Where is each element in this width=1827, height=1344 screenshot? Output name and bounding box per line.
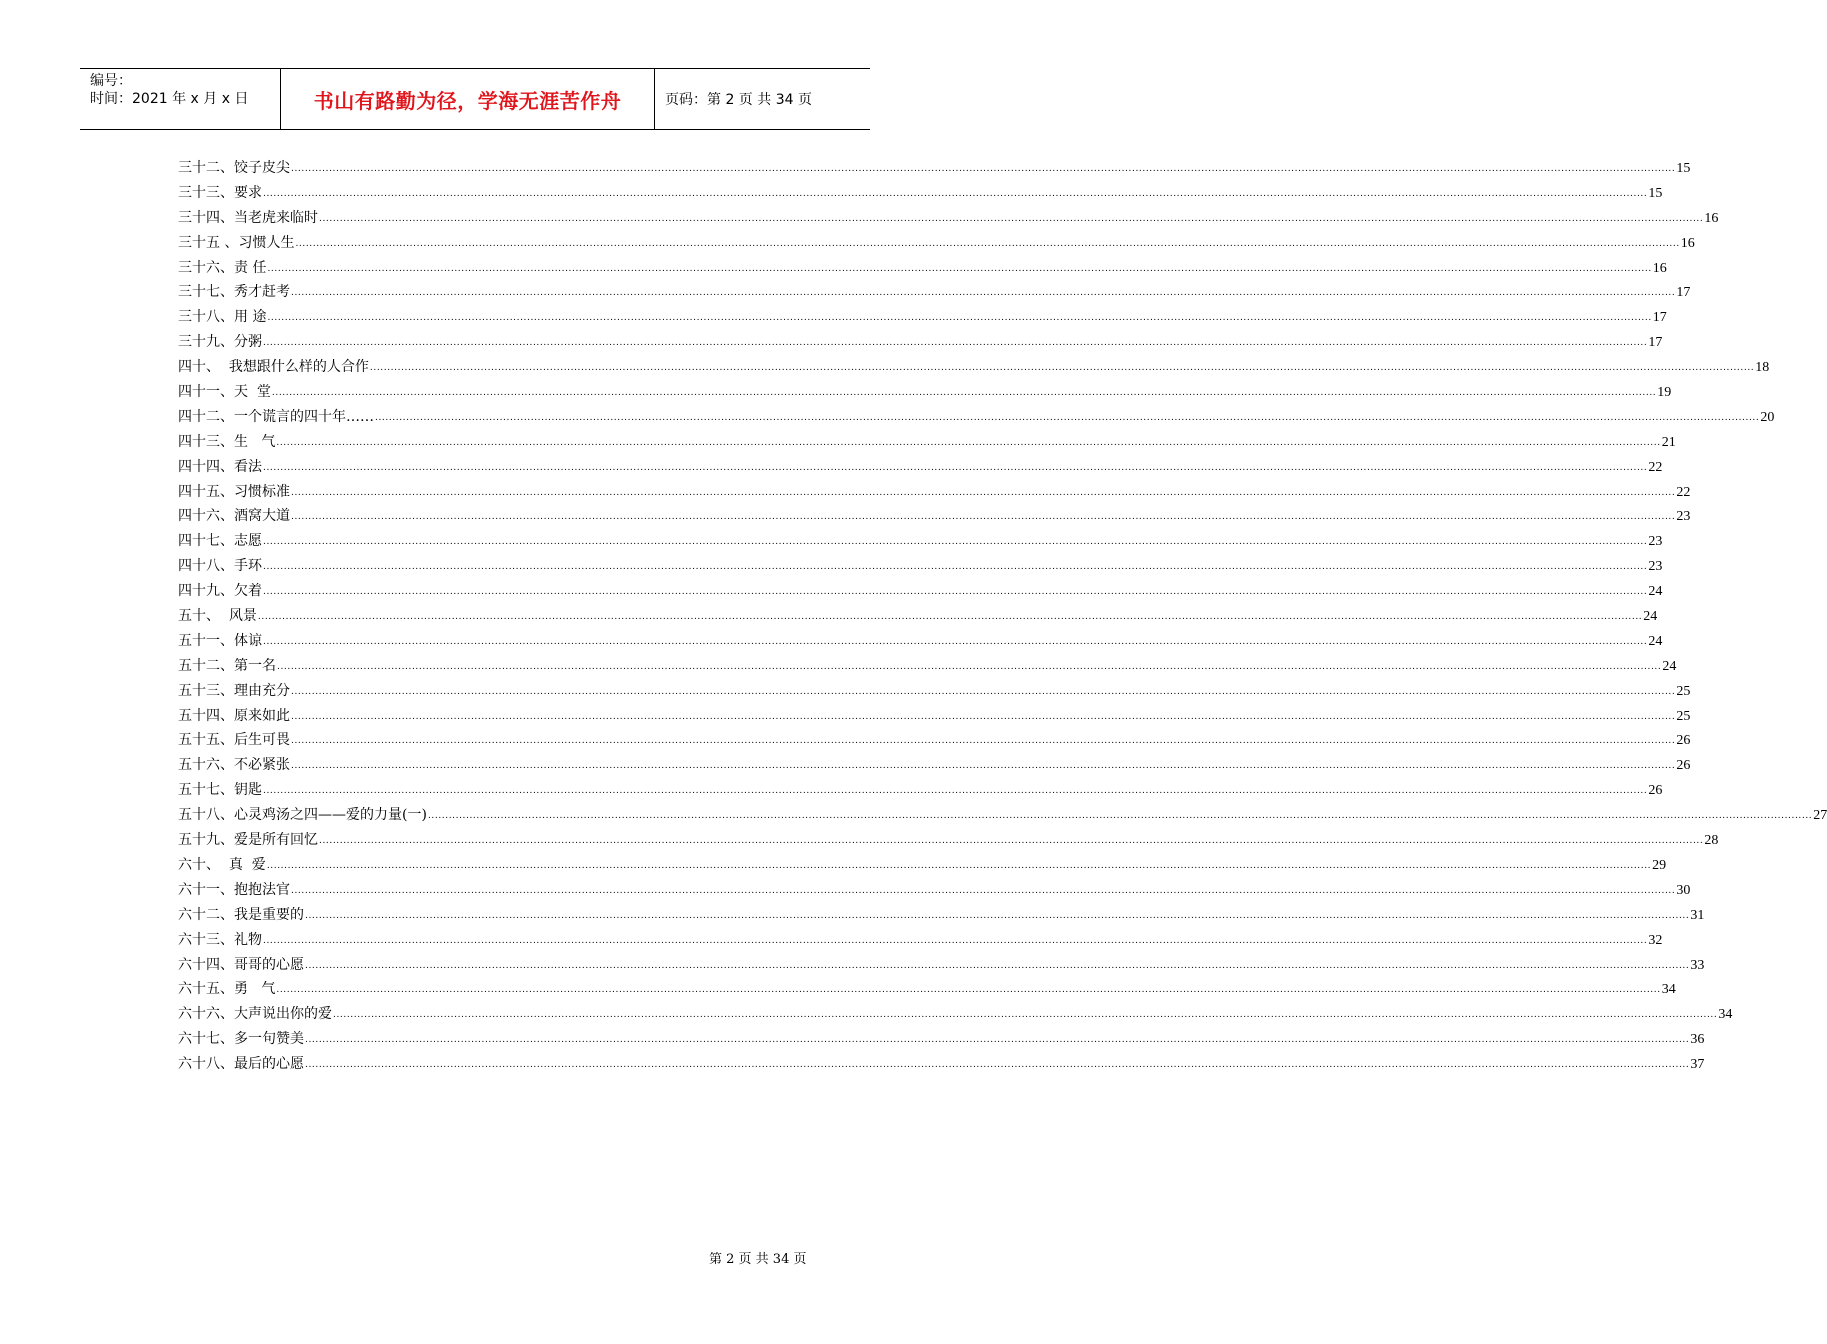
document-time-label: 时间：2021 年 x 月 x 日 — [90, 91, 249, 107]
toc-entry-page-number: 34 — [1661, 982, 1676, 998]
toc-entry-title: 三十四、当老虎来临时 — [178, 209, 318, 226]
document-number-label: 编号： — [90, 73, 132, 89]
toc-entry-page-number: 16 — [1704, 210, 1719, 226]
toc-dot-leader: ................................................................................................................................................................................................................................................................................................................................................................................................................ — [295, 238, 1680, 249]
toc-dot-leader: ................................................................................................................................................................................................................................................................................................................................................................................................................ — [291, 512, 1676, 523]
toc-entry-page-number: 24 — [1648, 633, 1663, 649]
toc-dot-leader: ................................................................................................................................................................................................................................................................................................................................................................................................................ — [263, 636, 1648, 647]
toc-dot-leader: ................................................................................................................................................................................................................................................................................................................................................................................................................ — [305, 1035, 1690, 1046]
toc-entry-title: 三十六、责 任 — [178, 259, 267, 276]
toc-entry-title: 四十一、天 堂 — [178, 384, 271, 401]
toc-dot-leader: ................................................................................................................................................................................................................................................................................................................................................................................................................ — [263, 587, 1648, 598]
toc-entry-page-number: 24 — [1648, 584, 1663, 600]
toc-entry-title: 五十九、爱是所有回忆 — [178, 832, 318, 849]
toc-entry-page-number: 29 — [1652, 857, 1667, 873]
toc-dot-leader: ................................................................................................................................................................................................................................................................................................................................................................................................................ — [291, 736, 1676, 747]
toc-entry[interactable] — [178, 955, 1705, 980]
toc-entry-page-number: 36 — [1690, 1032, 1705, 1048]
toc-entry-page-number: 21 — [1661, 434, 1676, 450]
header-page-info: 页码：第 2 页 共 34 页 — [665, 92, 812, 108]
toc-entry-page-number: 34 — [1718, 1007, 1733, 1023]
toc-entry[interactable] — [178, 233, 1695, 258]
toc-entry-title: 五十二、第一名 — [178, 657, 276, 674]
toc-entry-title: 三十八、用 途 — [178, 309, 267, 326]
toc-entry[interactable] — [178, 407, 1775, 432]
toc-entry-page-number: 37 — [1690, 1057, 1705, 1073]
toc-entry-title: 五十七、钥匙 — [178, 782, 262, 799]
toc-dot-leader: ................................................................................................................................................................................................................................................................................................................................................................................................................ — [263, 786, 1648, 797]
toc-entry-page-number: 16 — [1680, 235, 1695, 251]
header-meta — [80, 69, 281, 129]
toc-entry[interactable] — [178, 1054, 1705, 1079]
toc-entry-page-number: 25 — [1676, 708, 1691, 724]
toc-dot-leader: ................................................................................................................................................................................................................................................................................................................................................................................................................ — [271, 388, 1657, 399]
toc-entry-title: 六十三、礼物 — [178, 931, 262, 948]
toc-dot-leader: ................................................................................................................................................................................................................................................................................................................................................................................................................ — [276, 437, 1661, 448]
toc-entry-title: 五十三、理由充分 — [178, 682, 290, 699]
toc-entry[interactable] — [178, 606, 1658, 631]
toc-dot-leader: ................................................................................................................................................................................................................................................................................................................................................................................................................ — [257, 612, 1643, 623]
toc-entry[interactable] — [178, 258, 1667, 283]
toc-entry-title: 三十三、要求 — [178, 184, 262, 201]
toc-entry-title: 三十七、秀才赶考 — [178, 284, 290, 301]
toc-dot-leader: ................................................................................................................................................................................................................................................................................................................................................................................................................ — [291, 164, 1676, 174]
toc-dot-leader: ................................................................................................................................................................................................................................................................................................................................................................................................................ — [319, 836, 1704, 847]
toc-entry[interactable] — [178, 382, 1672, 407]
toc-entry[interactable] — [178, 855, 1667, 880]
toc-entry-title: 五十、 风景 — [178, 608, 257, 625]
toc-entry-page-number: 17 — [1648, 335, 1663, 351]
toc-entry-title: 六十一、抱抱法官 — [178, 881, 290, 898]
toc-entry[interactable] — [178, 457, 1663, 482]
toc-entry-page-number: 26 — [1648, 783, 1663, 799]
toc-entry-page-number: 32 — [1648, 932, 1663, 948]
toc-entry[interactable] — [178, 730, 1691, 755]
toc-entry[interactable] — [178, 581, 1663, 606]
toc-dot-leader: ................................................................................................................................................................................................................................................................................................................................................................................................................ — [263, 462, 1648, 473]
toc-dot-leader: ................................................................................................................................................................................................................................................................................................................................................................................................................ — [263, 188, 1648, 199]
toc-entry-title: 四十四、看法 — [178, 458, 262, 475]
toc-entry-page-number: 24 — [1662, 658, 1677, 674]
toc-entry-title: 四十七、志愿 — [178, 533, 262, 550]
toc-entry[interactable] — [178, 755, 1691, 780]
toc-entry-title: 四十八、手环 — [178, 558, 262, 575]
toc-entry-page-number: 16 — [1652, 260, 1667, 276]
toc-dot-leader: ................................................................................................................................................................................................................................................................................................................................................................................................................ — [291, 711, 1676, 722]
page-footer: 第 2 页 共 34 页 — [709, 1252, 807, 1267]
toc-dot-leader: ................................................................................................................................................................................................................................................................................................................................................................................................................ — [291, 487, 1676, 498]
toc-entry-title: 三十二、饺子皮尖 — [178, 160, 290, 176]
toc-entry-title: 六十二、我是重要的 — [178, 906, 304, 923]
toc-entry-title: 六十六、大声说出你的爱 — [178, 1006, 332, 1023]
toc-entry[interactable] — [178, 183, 1663, 208]
toc-dot-leader: ................................................................................................................................................................................................................................................................................................................................................................................................................ — [291, 686, 1676, 697]
header-motto: 书山有路勤为径，学海无涯苦作舟 — [281, 69, 655, 129]
toc-entry-title: 三十五 、习惯人生 — [178, 234, 295, 251]
toc-dot-leader: ................................................................................................................................................................................................................................................................................................................................................................................................................ — [305, 1060, 1690, 1071]
toc-entry-title: 五十一、体谅 — [178, 632, 262, 649]
toc-dot-leader: ................................................................................................................................................................................................................................................................................................................................................................................................................ — [263, 537, 1648, 548]
toc-entry[interactable] — [178, 830, 1719, 855]
toc-entry[interactable] — [178, 357, 1770, 382]
toc-entry[interactable] — [178, 506, 1691, 531]
toc-entry-title: 六十、 真 爱 — [178, 856, 266, 873]
toc-entry-title: 六十四、哥哥的心愿 — [178, 956, 304, 973]
toc-entry-page-number: 25 — [1676, 683, 1691, 699]
toc-entry-title: 四十六、酒窝大道 — [178, 508, 290, 525]
toc-dot-leader: ................................................................................................................................................................................................................................................................................................................................................................................................................ — [369, 363, 1755, 374]
toc-dot-leader: ................................................................................................................................................................................................................................................................................................................................................................................................................ — [291, 761, 1676, 772]
toc-dot-leader: ................................................................................................................................................................................................................................................................................................................................................................................................................ — [267, 263, 1652, 274]
toc-entry-page-number: 20 — [1760, 409, 1775, 425]
toc-entry[interactable] — [178, 905, 1705, 930]
toc-entry[interactable] — [178, 780, 1663, 805]
toc-entry[interactable] — [178, 158, 1691, 183]
toc-entry-page-number: 30 — [1676, 882, 1691, 898]
toc-entry-page-number: 26 — [1676, 733, 1691, 749]
toc-entry[interactable] — [178, 332, 1663, 357]
toc-entry-title: 五十六、不必紧张 — [178, 757, 290, 774]
toc-entry-page-number: 24 — [1643, 609, 1658, 625]
toc-entry-page-number: 23 — [1648, 559, 1663, 575]
toc-entry[interactable] — [178, 282, 1691, 307]
toc-entry-title: 四十五、习惯标准 — [178, 483, 290, 500]
toc-entry[interactable] — [178, 805, 1827, 830]
toc-entry-title: 五十四、原来如此 — [178, 707, 290, 724]
toc-entry[interactable] — [178, 681, 1691, 706]
toc-dot-leader: ................................................................................................................................................................................................................................................................................................................................................................................................................ — [263, 338, 1648, 349]
toc-entry-page-number: 15 — [1648, 185, 1663, 201]
toc-entry-page-number: 26 — [1676, 758, 1691, 774]
page-header — [80, 68, 870, 130]
toc-entry-page-number: 17 — [1676, 285, 1691, 301]
toc-entry[interactable] — [178, 556, 1663, 581]
toc-entry-page-number: 33 — [1690, 957, 1705, 973]
toc-entry-title: 五十五、后生可畏 — [178, 732, 290, 749]
toc-entry-title: 四十三、生 气 — [178, 433, 276, 450]
toc-entry-page-number: 27 — [1813, 808, 1827, 824]
toc-entry[interactable] — [178, 307, 1667, 332]
toc-entry-page-number: 17 — [1652, 310, 1667, 326]
toc-entry-page-number: 22 — [1676, 484, 1691, 500]
toc-entry[interactable] — [178, 979, 1676, 1004]
toc-entry-page-number: 31 — [1690, 907, 1705, 923]
table-of-contents — [178, 158, 1827, 1079]
toc-dot-leader: ................................................................................................................................................................................................................................................................................................................................................................................................................ — [266, 860, 1652, 871]
toc-entry-page-number: 19 — [1657, 385, 1672, 401]
toc-entry-page-number: 23 — [1676, 509, 1691, 525]
toc-entry[interactable] — [178, 482, 1691, 507]
toc-entry-page-number: 23 — [1648, 534, 1663, 550]
toc-dot-leader: ................................................................................................................................................................................................................................................................................................................................................................................................................ — [427, 811, 1813, 822]
toc-dot-leader: ................................................................................................................................................................................................................................................................................................................................................................................................................ — [291, 288, 1676, 299]
toc-entry[interactable] — [178, 930, 1663, 955]
toc-entry-title: 四十九、欠着 — [178, 583, 262, 600]
toc-dot-leader: ................................................................................................................................................................................................................................................................................................................................................................................................................ — [305, 960, 1690, 971]
toc-entry[interactable] — [178, 531, 1663, 556]
toc-dot-leader: ................................................................................................................................................................................................................................................................................................................................................................................................................ — [277, 661, 1662, 672]
toc-entry[interactable] — [178, 706, 1691, 731]
toc-entry-title: 五十八、心灵鸡汤之四——爱的力量(一) — [178, 807, 427, 824]
toc-entry-title: 六十七、多一句赞美 — [178, 1031, 304, 1048]
toc-entry-title: 六十八、最后的心愿 — [178, 1056, 304, 1073]
toc-dot-leader: ................................................................................................................................................................................................................................................................................................................................................................................................................ — [305, 910, 1690, 921]
toc-dot-leader: ................................................................................................................................................................................................................................................................................................................................................................................................................ — [263, 562, 1648, 573]
toc-entry[interactable] — [178, 208, 1719, 233]
toc-dot-leader: ................................................................................................................................................................................................................................................................................................................................................................................................................ — [263, 935, 1648, 946]
toc-entry-page-number: 28 — [1704, 833, 1719, 849]
toc-entry-page-number: 18 — [1755, 360, 1770, 376]
toc-entry[interactable] — [178, 880, 1691, 905]
toc-entry-title: 六十五、勇 气 — [178, 981, 276, 998]
toc-entry-title: 四十二、一个谎言的四十年…… — [178, 408, 374, 425]
toc-dot-leader: ................................................................................................................................................................................................................................................................................................................................................................................................................ — [291, 885, 1676, 896]
toc-entry[interactable] — [178, 631, 1663, 656]
toc-entry[interactable] — [178, 1004, 1733, 1029]
toc-entry-title: 四十、 我想跟什么样的人合作 — [178, 359, 369, 376]
toc-dot-leader: ................................................................................................................................................................................................................................................................................................................................................................................................................ — [276, 985, 1661, 996]
toc-dot-leader: ................................................................................................................................................................................................................................................................................................................................................................................................................ — [267, 313, 1652, 324]
toc-entry-page-number: 15 — [1676, 161, 1691, 176]
toc-entry[interactable] — [178, 1029, 1705, 1054]
toc-entry-page-number: 22 — [1648, 459, 1663, 475]
toc-dot-leader: ................................................................................................................................................................................................................................................................................................................................................................................................................ — [375, 412, 1760, 423]
toc-entry[interactable] — [178, 432, 1676, 457]
toc-entry[interactable] — [178, 656, 1677, 681]
toc-entry-title: 三十九、分粥 — [178, 334, 262, 351]
toc-dot-leader: ................................................................................................................................................................................................................................................................................................................................................................................................................ — [319, 213, 1704, 224]
toc-dot-leader: ................................................................................................................................................................................................................................................................................................................................................................................................................ — [333, 1010, 1718, 1021]
